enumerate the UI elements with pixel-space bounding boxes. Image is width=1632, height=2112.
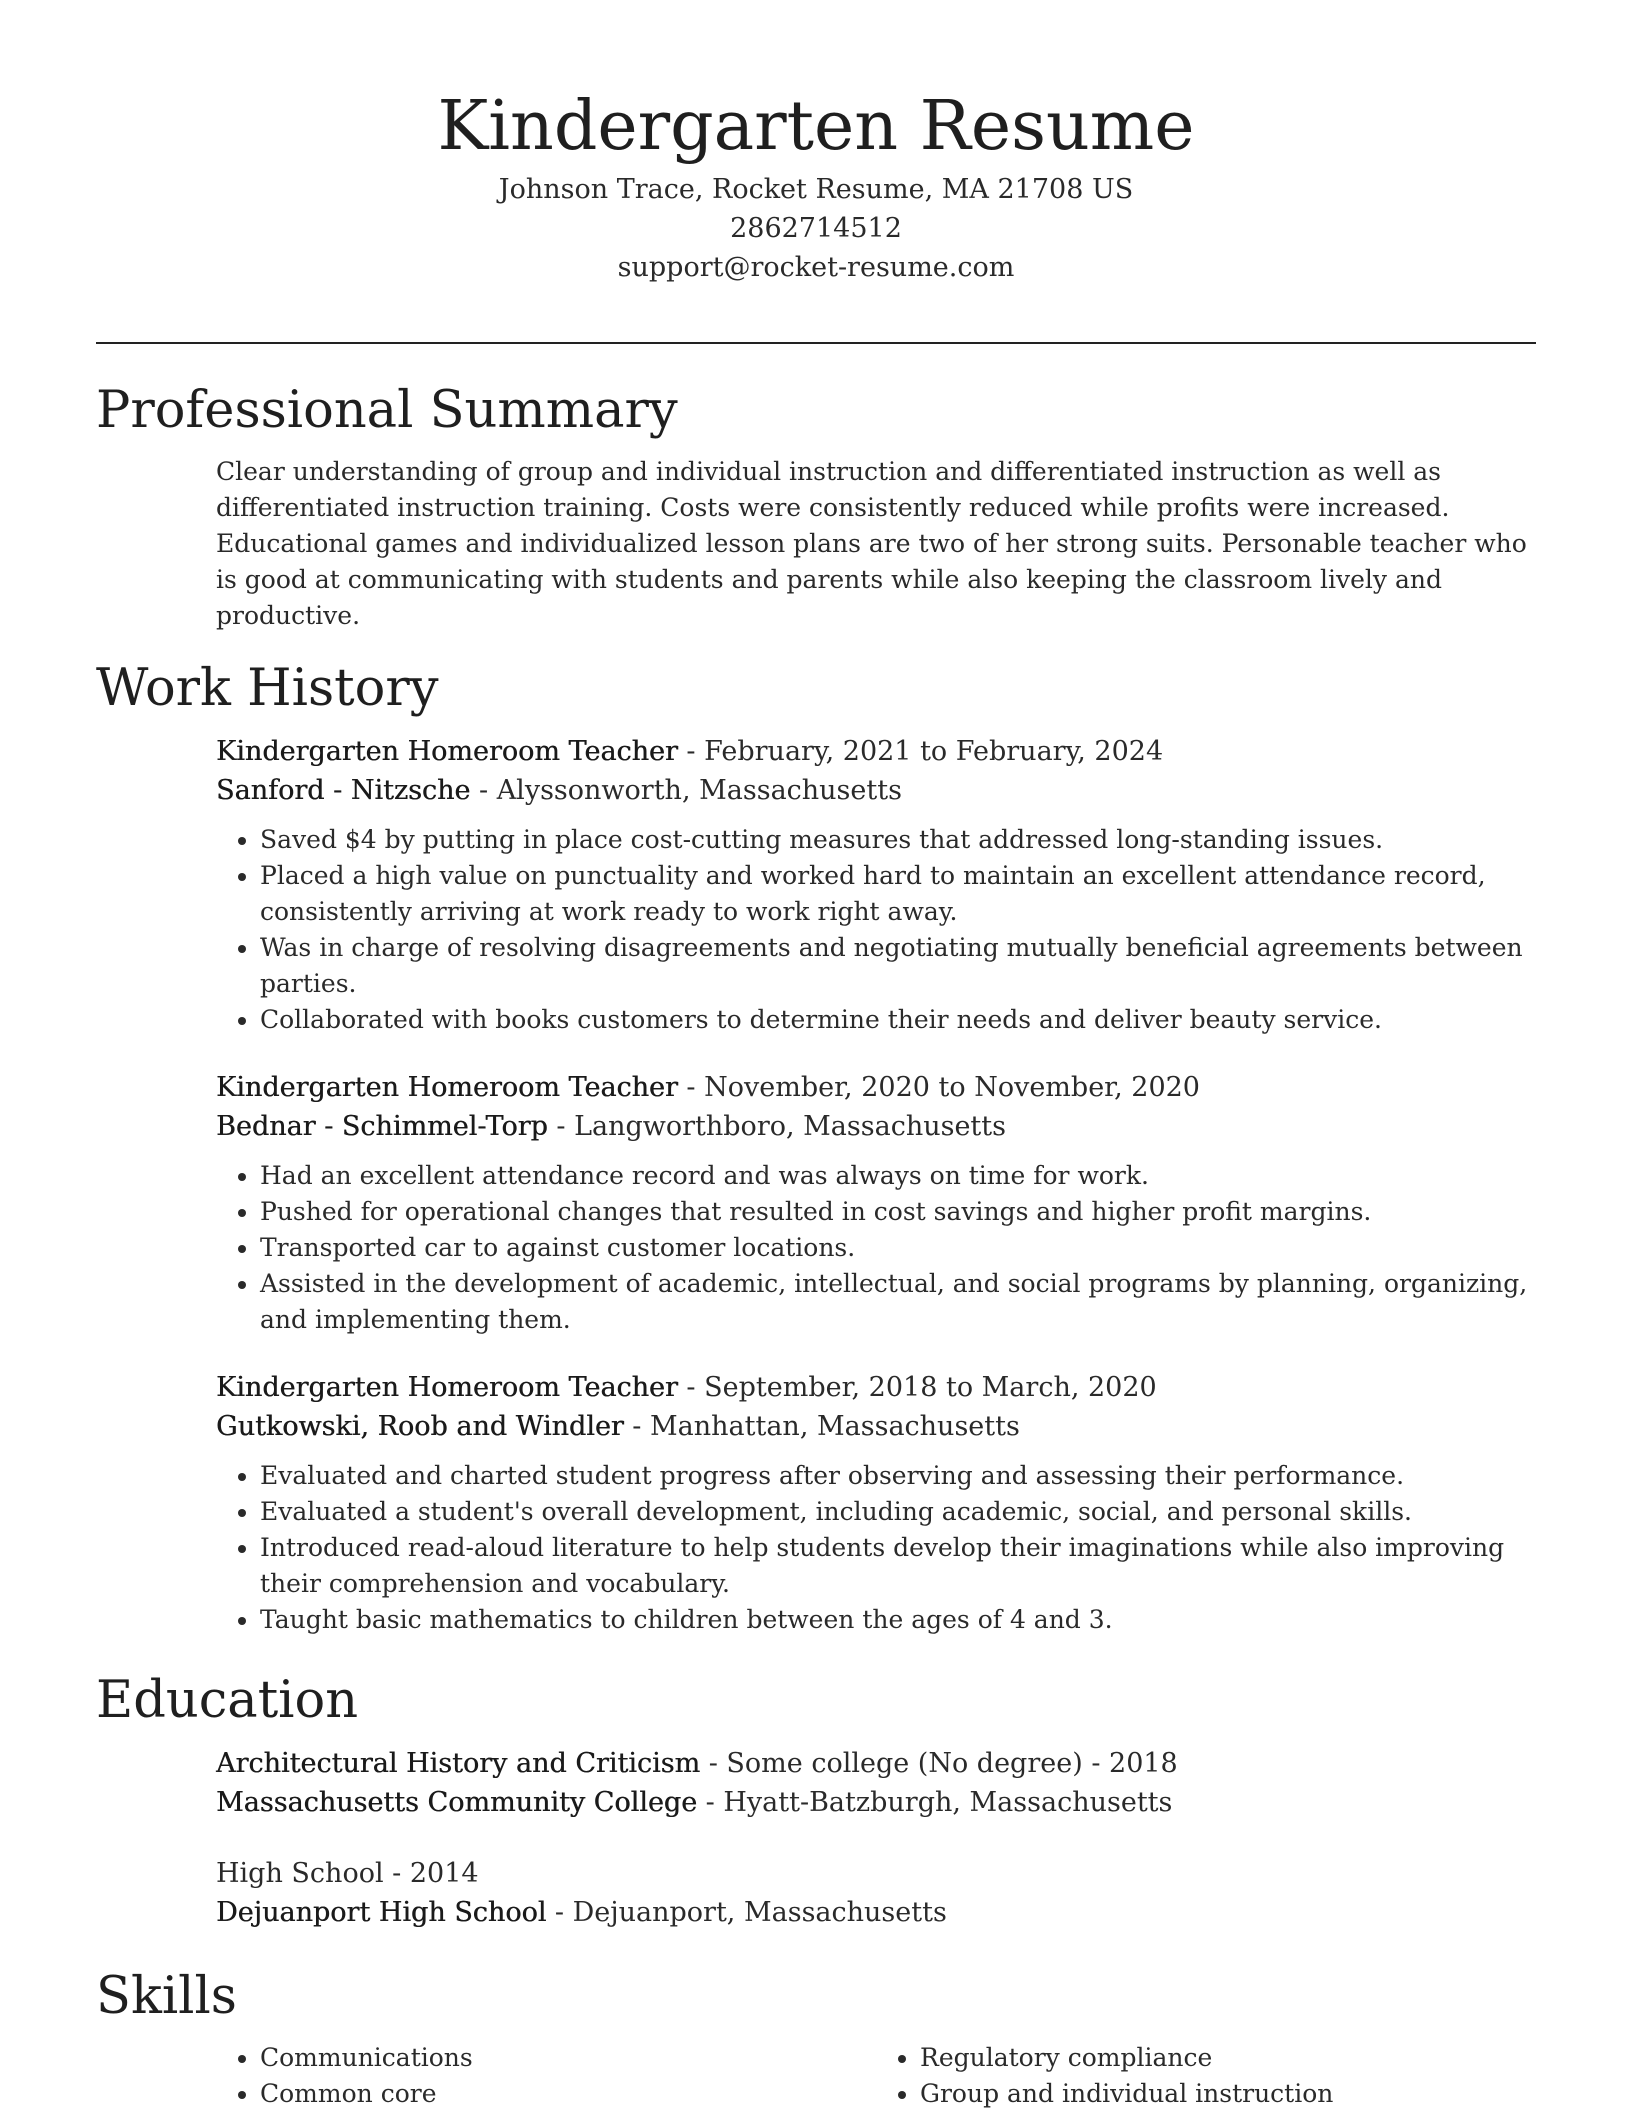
skills-section bbox=[96, 2040, 1536, 2112]
job-bullets bbox=[216, 1458, 1536, 1638]
skills-columns bbox=[216, 2040, 1536, 2112]
education-school: Massachusetts Community College bbox=[216, 1787, 698, 1818]
education-entry bbox=[216, 1854, 1536, 1932]
job-dates: February, 2021 to February, 2024 bbox=[704, 736, 1164, 767]
separator: - bbox=[547, 1111, 575, 1142]
separator: - bbox=[677, 1372, 705, 1403]
education-heading: Education bbox=[96, 1671, 359, 1730]
job-title-line bbox=[216, 1368, 1536, 1407]
education-program: Architectural History and Criticism bbox=[216, 1748, 701, 1779]
skills-heading: Skills bbox=[96, 1967, 237, 2026]
separator: - bbox=[546, 1897, 573, 1928]
job-role: Kindergarten Homeroom Teacher bbox=[216, 1372, 678, 1403]
list-item: • Collaborated with books customers to determine their needs and deliver beauty service. bbox=[260, 1002, 1536, 1038]
separator: - bbox=[677, 736, 705, 767]
education-degree-year: High School - 2014 bbox=[216, 1858, 479, 1889]
list-item: • Introduced read-aloud literature to help students develop their imaginations while also improving their comprehension and vocabulary. bbox=[260, 1530, 1536, 1602]
summary-heading: Professional Summary bbox=[96, 381, 678, 440]
job-company: Sanford - Nitzsche bbox=[216, 775, 471, 806]
education-degree-year: Some college (No degree) - 2018 bbox=[726, 1748, 1178, 1779]
contact-phone: 2862714512 bbox=[730, 213, 902, 244]
list-item: • Was in charge of resolving disagreements and negotiating mutually beneficial agreements between parties. bbox=[260, 930, 1536, 1002]
education-program-line bbox=[216, 1744, 1536, 1783]
skills-list-right bbox=[876, 2040, 1536, 2112]
education-school-line bbox=[216, 1893, 1536, 1932]
education-location: Hyatt-Batzburgh, Massachusetts bbox=[723, 1787, 1173, 1818]
list-item: • Communications bbox=[260, 2040, 876, 2076]
job-company-line bbox=[216, 771, 1536, 810]
job-bullets bbox=[216, 1158, 1536, 1338]
contact-address: Johnson Trace, Rocket Resume, MA 21708 US bbox=[498, 174, 1134, 205]
job-dates: September, 2018 to March, 2020 bbox=[704, 1372, 1157, 1403]
job-company-line bbox=[216, 1107, 1536, 1146]
education-section bbox=[96, 1744, 1536, 1932]
skills-list-left bbox=[216, 2040, 876, 2112]
summary-section bbox=[96, 454, 1536, 634]
work-history-heading: Work History bbox=[96, 659, 439, 718]
list-item: • Taught basic mathematics to children between the ages of 4 and 3. bbox=[260, 1602, 1536, 1638]
resume-header bbox=[96, 84, 1536, 287]
list-item: • Evaluated and charted student progress after observing and assessing their performance. bbox=[260, 1458, 1536, 1494]
separator: - bbox=[470, 775, 497, 806]
job-location: Manhattan, Massachusetts bbox=[650, 1411, 1020, 1442]
education-location: Dejuanport, Massachusetts bbox=[572, 1897, 947, 1928]
contact-email: support@rocket-resume.com bbox=[617, 252, 1015, 283]
separator: - bbox=[677, 1072, 705, 1103]
list-item: • Common core bbox=[260, 2076, 876, 2112]
separator: - bbox=[697, 1787, 724, 1818]
list-item: • Regulatory compliance bbox=[920, 2040, 1536, 2076]
job-company-line bbox=[216, 1407, 1536, 1446]
job-role: Kindergarten Homeroom Teacher bbox=[216, 1072, 678, 1103]
list-item: • Placed a high value on punctuality and worked hard to maintain an excellent attendance record, consistently arriving at work ready to work right away. bbox=[260, 858, 1536, 930]
education-school: Dejuanport High School bbox=[216, 1897, 547, 1928]
list-item: • Evaluated a student's overall development, including academic, social, and personal skills. bbox=[260, 1494, 1536, 1530]
job-company: Bednar - Schimmel-Torp bbox=[216, 1111, 548, 1142]
list-item: • Had an excellent attendance record and was always on time for work. bbox=[260, 1158, 1536, 1194]
resume-content bbox=[96, 378, 1536, 2112]
resume-title: Kindergarten Resume bbox=[437, 87, 1195, 166]
job-entry bbox=[216, 1068, 1536, 1338]
job-bullets bbox=[216, 822, 1536, 1038]
job-entry bbox=[216, 732, 1536, 1038]
job-title-line bbox=[216, 1068, 1536, 1107]
summary-text: Clear understanding of group and individual instruction and differentiated instruction as well as differentiated instruction training. Costs were consistently reduced while profits were increased. Educational games and individualized lesson plans are two of her strong suits. Personable teacher who is good at communicating with students and parents while also keeping the classroom lively and productive. bbox=[216, 457, 1527, 630]
list-item: • Assisted in the development of academic, intellectual, and social programs by planning, organizing, and implementing them. bbox=[260, 1266, 1536, 1338]
list-item: • Pushed for operational changes that resulted in cost savings and higher profit margins. bbox=[260, 1194, 1536, 1230]
education-school-line bbox=[216, 1783, 1536, 1822]
education-entry bbox=[216, 1744, 1536, 1822]
job-location: Alyssonworth, Massachusetts bbox=[496, 775, 902, 806]
job-role: Kindergarten Homeroom Teacher bbox=[216, 736, 678, 767]
header-divider bbox=[96, 342, 1536, 344]
separator: - bbox=[623, 1411, 651, 1442]
work-history-section bbox=[96, 732, 1536, 1638]
list-item: • Transported car to against customer locations. bbox=[260, 1230, 1536, 1266]
job-location: Langworthboro, Massachusetts bbox=[574, 1111, 1006, 1142]
job-entry bbox=[216, 1368, 1536, 1638]
job-company: Gutkowski, Roob and Windler bbox=[216, 1411, 624, 1442]
list-item: • Saved $4 by putting in place cost-cutting measures that addressed long-standing issues. bbox=[260, 822, 1536, 858]
education-program-line bbox=[216, 1854, 1536, 1893]
list-item: • Group and individual instruction bbox=[920, 2076, 1536, 2112]
separator: - bbox=[700, 1748, 727, 1779]
job-title-line bbox=[216, 732, 1536, 771]
job-dates: November, 2020 to November, 2020 bbox=[704, 1072, 1200, 1103]
